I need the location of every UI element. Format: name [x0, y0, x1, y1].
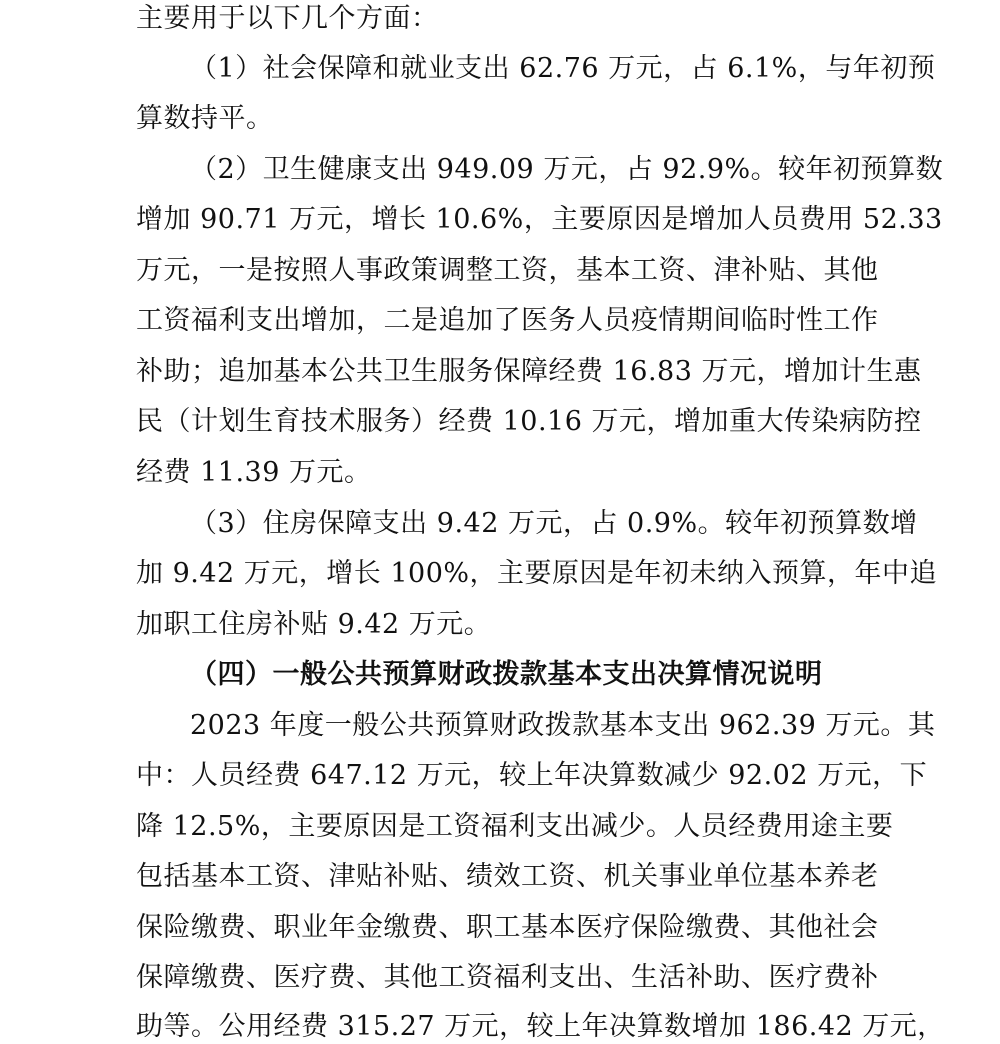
text-line: 2023 年度一般公共预算财政拨款基本支出 962.39 万元。其 [190, 710, 936, 741]
text-line: 中：人员经费 647.12 万元，较上年决算数减少 92.02 万元，下 [136, 760, 928, 791]
text-line: 加职工住房补贴 9.42 万元。 [136, 609, 492, 640]
text-line: 算数持平。 [136, 103, 274, 134]
text-line: 包括基本工资、津贴补贴、绩效工资、机关事业单位基本养老 [136, 861, 879, 892]
text-line: 降 12.5%，主要原因是工资福利支出减少。人员经费用途主要 [136, 811, 894, 842]
text-line: 补助；追加基本公共卫生服务保障经费 16.83 万元，增加计生惠 [136, 356, 922, 387]
text-line: 民（计划生育技术服务）经费 10.16 万元，增加重大传染病防控 [136, 406, 922, 437]
text-line: 工资福利支出增加，二是追加了医务人员疫情期间临时性工作 [136, 305, 879, 336]
text-line: 经费 11.39 万元。 [136, 457, 372, 488]
text-line: 万元，一是按照人事政策调整工资，基本工资、津补贴、其他 [136, 255, 879, 286]
text-line: 增加 90.71 万元，增长 10.6%，主要原因是增加人员费用 52.33 [136, 204, 943, 235]
text-line: （2）卫生健康支出 949.09 万元，占 92.9%。较年初预算数 [190, 154, 944, 185]
text-line: 保险缴费、职业年金缴费、职工基本医疗保险缴费、其他社会 [136, 912, 879, 943]
text-line: 加 9.42 万元，增长 100%，主要原因是年初未纳入预算，年中追 [136, 558, 938, 589]
text-line: （3）住房保障支出 9.42 万元，占 0.9%。较年初预算数增 [190, 508, 918, 539]
section-heading: （四）一般公共预算财政拨款基本支出决算情况说明 [190, 659, 823, 690]
text-line: （1）社会保障和就业支出 62.76 万元，占 6.1%，与年初预 [190, 53, 936, 84]
text-line: 助等。公用经费 315.27 万元，较上年决算数增加 186.42 万元， [136, 1011, 945, 1042]
text-line: 主要用于以下几个方面： [136, 3, 439, 34]
text-line: 保障缴费、医疗费、其他工资福利支出、生活补助、医疗费补 [136, 962, 879, 993]
